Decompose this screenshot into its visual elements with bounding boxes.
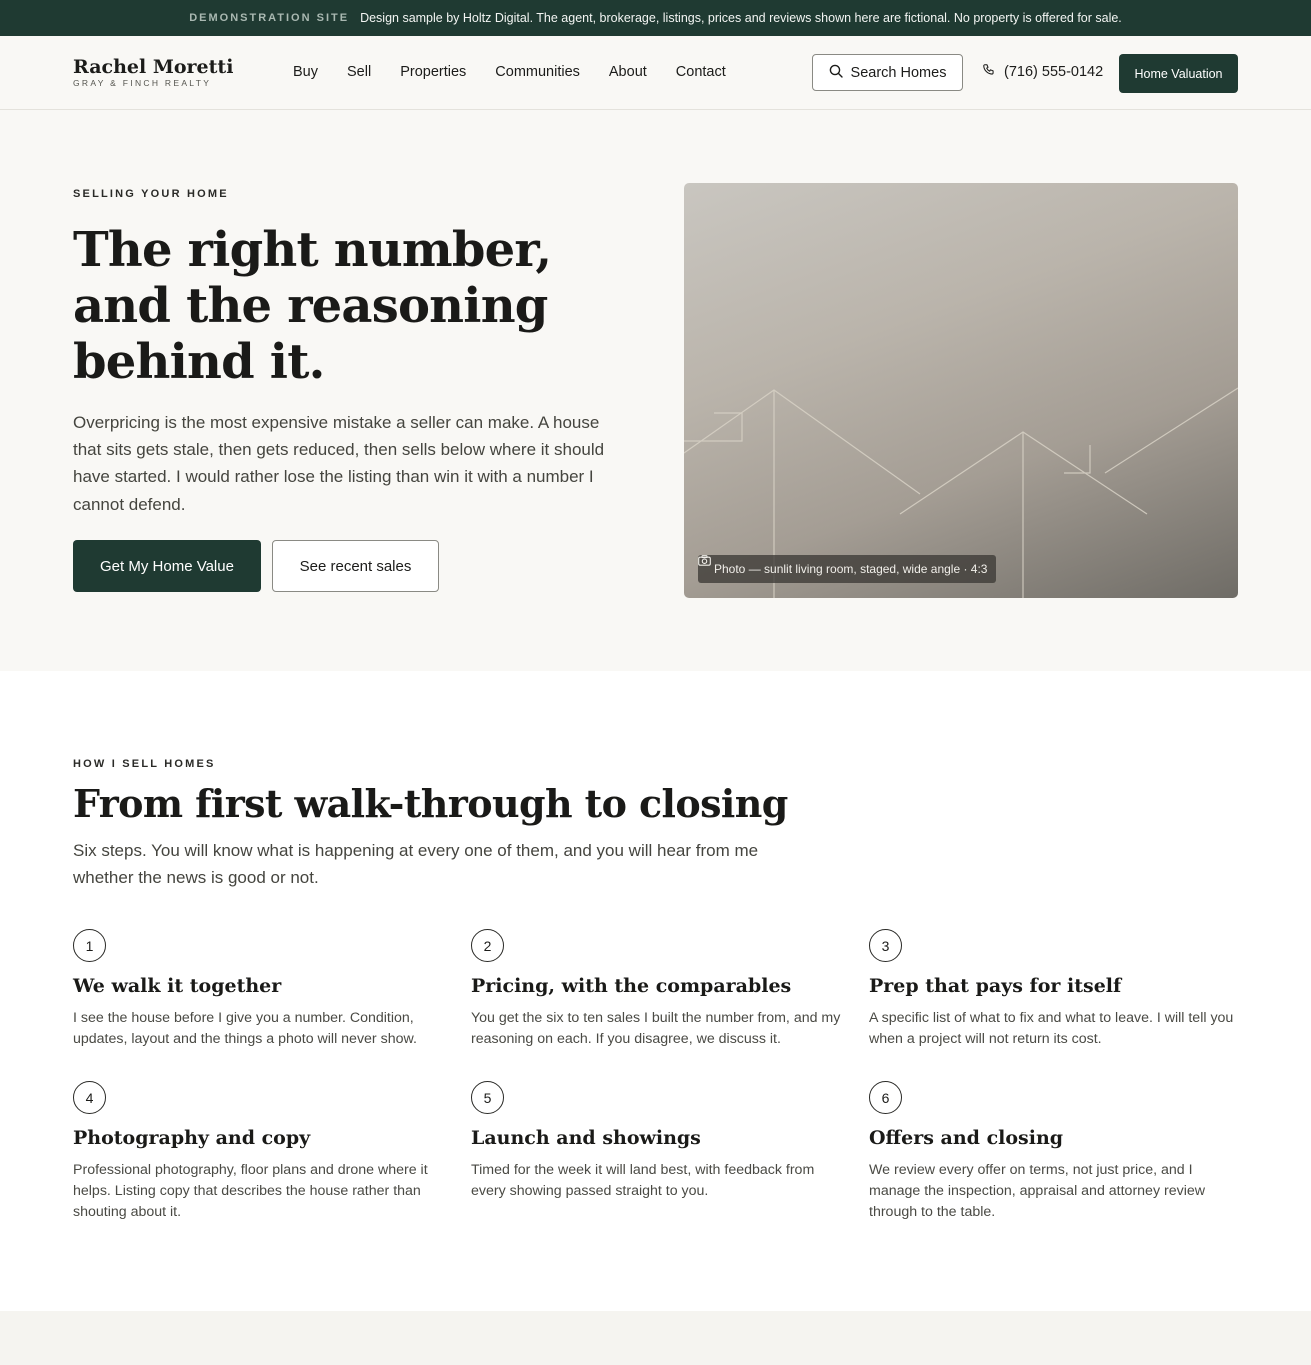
process-section <box>0 671 1311 1311</box>
nav-sell[interactable]: Sell <box>347 64 372 80</box>
nav-contact[interactable]: Contact <box>675 64 726 80</box>
photo-caption <box>698 555 996 583</box>
next-section-band <box>0 1311 1311 1365</box>
nav-properties[interactable]: Properties <box>400 64 467 80</box>
process-step <box>73 929 443 1050</box>
demo-banner <box>0 0 1311 36</box>
see-recent-sales-button[interactable]: See recent sales <box>272 540 439 592</box>
nav-buy[interactable]: Buy <box>293 64 318 80</box>
phone-icon <box>982 63 996 81</box>
hero-eyebrow: SELLING YOUR HOME <box>73 188 229 200</box>
hero-body: Overpricing is the most expensive mistake a seller can make. A house that sits gets stale, then gets reduced, then sells below where it should have started. I would rather lose the listing than win it with a number I cannot defend. <box>73 413 605 514</box>
home-valuation-button[interactable]: Home Valuation <box>1119 54 1238 93</box>
step-body: Professional photography, floor plans and drone where it helps. Listing copy that describes the house rather than shouting about it. <box>73 1162 428 1220</box>
brand-subtitle: GRAY & FINCH REALTY <box>73 78 212 88</box>
step-number: 6 <box>869 1081 902 1114</box>
phone-number: (716) 555-0142 <box>1004 64 1104 80</box>
step-title: Offers and closing <box>869 1127 1064 1149</box>
process-step <box>869 1081 1239 1223</box>
step-title: We walk it together <box>73 975 282 997</box>
step-body: We review every offer on terms, not just price, and I manage the inspection, appraisal and attorney review through to the table. <box>869 1162 1205 1220</box>
step-number: 1 <box>73 929 106 962</box>
hero-section <box>0 110 1311 671</box>
step-body: You get the six to ten sales I built the number from, and my reasoning on each. If you disagree, we discuss it. <box>471 1010 841 1047</box>
step-number: 4 <box>73 1081 106 1114</box>
hero-title: The right number, and the reasoning behind it. <box>73 222 552 390</box>
step-number: 5 <box>471 1081 504 1114</box>
step-title: Photography and copy <box>73 1127 311 1149</box>
brand-logo[interactable] <box>73 56 233 88</box>
process-title: From first walk-through to closing <box>73 781 788 826</box>
demo-tag: DEMONSTRATION SITE <box>189 12 350 24</box>
nav-about[interactable]: About <box>608 64 647 80</box>
step-title: Prep that pays for itself <box>869 975 1122 997</box>
step-title: Launch and showings <box>471 1127 701 1149</box>
step-body: Timed for the week it will land best, with feedback from every showing passed straight to you. <box>471 1162 815 1199</box>
search-homes-label: Search Homes <box>850 64 947 81</box>
step-body: I see the house before I give you a number. Condition, updates, layout and the things a photo will never show. <box>73 1010 417 1047</box>
search-icon <box>829 64 843 82</box>
process-step <box>471 1081 841 1202</box>
step-body: A specific list of what to fix and what to leave. I will tell you when a project will not return its cost. <box>869 1010 1234 1047</box>
get-home-value-button[interactable]: Get My Home Value <box>73 540 261 592</box>
hero-photo-placeholder <box>684 183 1238 598</box>
process-lead: Six steps. You will know what is happening at every one of them, and you will hear from me whether the news is good or not. <box>73 841 759 888</box>
nav-communities[interactable]: Communities <box>495 64 580 80</box>
site-header <box>0 36 1311 110</box>
demo-text: Design sample by Holtz Digital. The agent, brokerage, listings, prices and reviews shown here are fictional. No property is offered for sale. <box>360 11 1122 25</box>
step-number: 2 <box>471 929 504 962</box>
process-eyebrow: HOW I SELL HOMES <box>73 758 216 770</box>
main-nav <box>293 63 755 81</box>
process-step <box>471 929 841 1050</box>
process-step <box>869 929 1239 1050</box>
photo-caption-text: Photo — sunlit living room, staged, wide angle · 4:3 <box>714 562 988 576</box>
brand-name: Rachel Moretti <box>73 56 234 78</box>
search-homes-button[interactable] <box>812 54 963 91</box>
process-step <box>73 1081 443 1223</box>
step-title: Pricing, with the comparables <box>471 975 792 997</box>
step-number: 3 <box>869 929 902 962</box>
roofline-illustration <box>684 183 1238 598</box>
phone-link[interactable] <box>982 63 1103 81</box>
